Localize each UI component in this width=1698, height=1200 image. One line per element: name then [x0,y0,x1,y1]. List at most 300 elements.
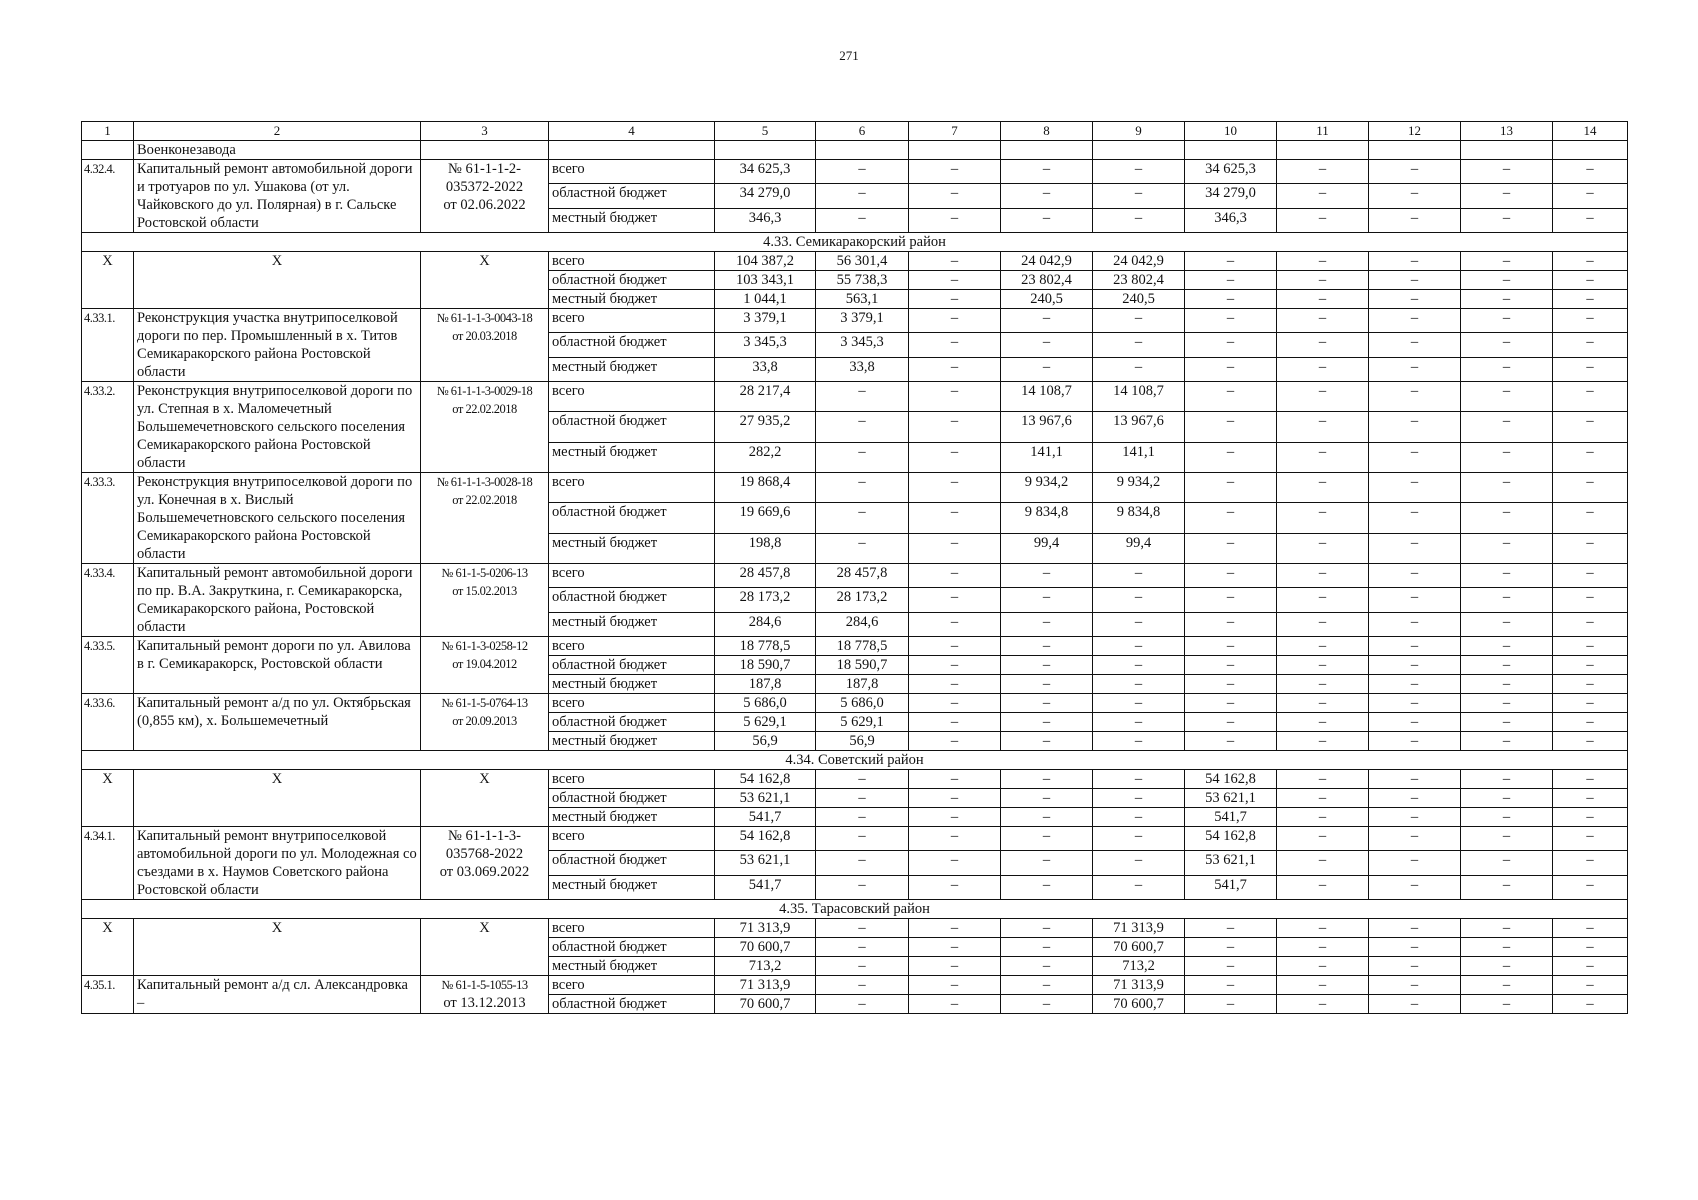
budget-line-row [82,827,1628,851]
value-cell: – [909,290,1001,309]
value-cell: – [1553,442,1628,472]
column-header: 5 [715,122,816,141]
value-cell: – [1001,938,1093,957]
value-cell: – [1277,588,1369,612]
value-cell: – [1369,957,1461,976]
item-number-cell: 4.33.6. [82,694,134,751]
value-cell: – [1277,808,1369,827]
value-cell: – [1461,919,1553,938]
budget-source-label: местный бюджет [549,357,715,381]
empty-cell [421,141,549,160]
value-cell: – [816,770,909,789]
value-cell: – [1553,957,1628,976]
item-number-cell: 4.33.4. [82,564,134,637]
value-cell: – [1001,770,1093,789]
value-cell: – [1093,184,1185,208]
value-cell: – [1461,309,1553,333]
budget-source-label: областной бюджет [549,995,715,1014]
value-cell: – [1001,827,1093,851]
value-cell: 104 387,2 [715,252,816,271]
value-cell: – [816,503,909,533]
value-cell: 346,3 [715,208,816,232]
value-cell: – [1001,675,1093,694]
value-cell: – [816,184,909,208]
value-cell: – [1461,770,1553,789]
budget-source-label: областной бюджет [549,412,715,442]
value-cell: – [1461,732,1553,751]
value-cell: 13 967,6 [1093,412,1185,442]
value-cell: – [1093,309,1185,333]
document-line: № 61-1-1-2- [447,161,522,177]
item-number-cell: Х [82,919,134,976]
value-cell: – [909,564,1001,588]
budget-source-label: областной бюджет [549,713,715,732]
value-cell: – [1277,995,1369,1014]
value-cell: – [1553,637,1628,656]
budget-source-label: областной бюджет [549,333,715,357]
object-name-cell: Х [134,252,421,309]
column-header: 8 [1001,122,1093,141]
value-cell: 70 600,7 [715,938,816,957]
value-cell: – [909,612,1001,636]
value-cell: – [909,808,1001,827]
value-cell: 28 457,8 [715,564,816,588]
empty-cell [1369,141,1461,160]
value-cell: – [1553,588,1628,612]
value-cell: – [1553,473,1628,503]
value-cell: – [816,160,909,184]
value-cell: 5 629,1 [816,713,909,732]
value-cell: – [1093,564,1185,588]
value-cell: – [909,770,1001,789]
value-cell: 24 042,9 [1001,252,1093,271]
value-cell: – [909,473,1001,503]
value-cell: – [1461,957,1553,976]
value-cell: – [1185,656,1277,675]
document-line: № 61-1-3-0258-12 [441,639,528,653]
empty-cell [1277,141,1369,160]
empty-cell [909,141,1001,160]
value-cell: – [909,160,1001,184]
value-cell: – [1185,938,1277,957]
value-cell: – [909,976,1001,995]
value-cell: – [816,208,909,232]
value-cell: – [909,957,1001,976]
value-cell: – [1001,160,1093,184]
district-header-row [82,900,1628,919]
budget-source-label: областной бюджет [549,503,715,533]
value-cell: 56,9 [715,732,816,751]
value-cell: – [1461,656,1553,675]
object-name-cell: Капитальный ремонт внутрипоселковой автомобильной дороги по ул. Молодежная со съездами в х. Наумов Советского района Ростовской области [134,827,421,900]
value-cell: – [1277,290,1369,309]
value-cell: – [1461,184,1553,208]
value-cell: – [816,976,909,995]
value-cell: 284,6 [816,612,909,636]
document-line: № 61-1-1-3-0043-18 [436,311,533,325]
document-line: от 02.06.2022 [443,197,526,213]
value-cell: – [1093,827,1185,851]
value-cell: – [1369,770,1461,789]
budget-source-label: всего [549,919,715,938]
value-cell: – [1185,290,1277,309]
budget-source-label: областной бюджет [549,656,715,675]
value-cell: – [909,995,1001,1014]
value-cell: – [1553,357,1628,381]
value-cell: – [1277,208,1369,232]
value-cell: – [1553,656,1628,675]
budget-source-label: всего [549,382,715,412]
column-number-row [82,122,1628,141]
value-cell: – [1461,412,1553,442]
value-cell: – [1185,382,1277,412]
value-cell: – [909,309,1001,333]
value-cell: – [1461,827,1553,851]
budget-source-label: всего [549,564,715,588]
value-cell: – [1277,789,1369,808]
value-cell: – [1553,533,1628,563]
budget-line-row [82,309,1628,333]
column-header: 9 [1093,122,1185,141]
value-cell: – [1277,637,1369,656]
value-cell: – [1277,938,1369,957]
value-cell: 3 345,3 [816,333,909,357]
value-cell: – [1277,252,1369,271]
object-name-cell: Х [134,919,421,976]
value-cell: – [1001,789,1093,808]
item-number-cell [82,141,134,160]
value-cell: – [1001,694,1093,713]
value-cell: – [1001,184,1093,208]
value-cell: – [1001,637,1093,656]
object-name-cell: Х [134,770,421,827]
value-cell: 9 934,2 [1093,473,1185,503]
budget-source-label: областной бюджет [549,851,715,875]
value-cell: – [1093,851,1185,875]
value-cell: – [909,713,1001,732]
value-cell: – [1461,473,1553,503]
value-cell: – [1001,976,1093,995]
budget-source-label: областной бюджет [549,789,715,808]
value-cell: 27 935,2 [715,412,816,442]
value-cell: 19 669,6 [715,503,816,533]
value-cell: – [1093,770,1185,789]
value-cell: 13 967,6 [1001,412,1093,442]
value-cell: – [816,919,909,938]
budget-source-label: местный бюджет [549,442,715,472]
budget-source-label: всего [549,827,715,851]
document-line: № 61-1-5-0764-13 [441,696,528,710]
object-name-cell: Реконструкция внутрипоселковой дороги по ул. Конечная в х. Вислый Большемечетновского сельского поселения Семикаракорского района Ростовской области [134,473,421,564]
column-header: 3 [421,122,549,141]
value-cell: – [1093,160,1185,184]
value-cell: – [1277,442,1369,472]
value-cell: – [1461,533,1553,563]
document-line: № 61-1-5-1055-13 [441,978,528,992]
column-header: 10 [1185,122,1277,141]
value-cell: – [909,208,1001,232]
value-cell: – [1461,637,1553,656]
budget-line-row [82,382,1628,412]
value-cell: – [1093,789,1185,808]
value-cell: – [1369,382,1461,412]
value-cell: – [909,533,1001,563]
value-cell: 240,5 [1001,290,1093,309]
budget-line-row [82,919,1628,938]
value-cell: 3 379,1 [715,309,816,333]
value-cell: 70 600,7 [1093,995,1185,1014]
value-cell: – [816,789,909,808]
document-line: от 15.02.2013 [452,584,517,598]
value-cell: – [1001,357,1093,381]
value-cell: – [1461,503,1553,533]
budget-line-row [82,564,1628,588]
value-cell: 34 279,0 [715,184,816,208]
value-cell: 240,5 [1093,290,1185,309]
value-cell: – [1369,412,1461,442]
value-cell: – [1093,637,1185,656]
value-cell: 9 934,2 [1001,473,1093,503]
value-cell: 53 621,1 [715,851,816,875]
value-cell: – [1553,976,1628,995]
value-cell: – [1001,333,1093,357]
value-cell: 141,1 [1093,442,1185,472]
empty-cell [816,141,909,160]
value-cell: – [1277,184,1369,208]
value-cell: – [1553,252,1628,271]
value-cell: – [1277,357,1369,381]
value-cell: – [1185,612,1277,636]
value-cell: – [816,442,909,472]
value-cell: – [1185,271,1277,290]
document-cell [421,919,549,976]
value-cell: 54 162,8 [1185,770,1277,789]
value-cell: – [909,442,1001,472]
value-cell: 19 868,4 [715,473,816,503]
value-cell: – [1277,976,1369,995]
value-cell: – [1185,588,1277,612]
value-cell: – [816,875,909,899]
document-line: № 61-1-1-3- [447,828,522,844]
value-cell: – [1277,382,1369,412]
empty-cell [1461,141,1553,160]
value-cell: 54 162,8 [715,827,816,851]
value-cell: – [1093,694,1185,713]
document-line: Х [479,253,490,269]
value-cell: 541,7 [1185,875,1277,899]
value-cell: – [1001,309,1093,333]
value-cell: 187,8 [816,675,909,694]
value-cell: 28 457,8 [816,564,909,588]
value-cell: – [1185,732,1277,751]
value-cell: – [1185,252,1277,271]
empty-cell [1093,141,1185,160]
document-line: от 20.03.2018 [452,329,517,343]
value-cell: 23 802,4 [1001,271,1093,290]
value-cell: 18 590,7 [715,656,816,675]
value-cell: – [909,694,1001,713]
budget-line-row [82,160,1628,184]
budget-source-label: местный бюджет [549,612,715,636]
value-cell: – [1461,333,1553,357]
value-cell: 563,1 [816,290,909,309]
value-cell: – [816,995,909,1014]
budget-source-label: всего [549,694,715,713]
value-cell: – [1553,995,1628,1014]
empty-cell [715,141,816,160]
value-cell: – [1553,503,1628,533]
value-cell: – [1185,357,1277,381]
value-cell: 14 108,7 [1093,382,1185,412]
value-cell: 5 686,0 [715,694,816,713]
budget-source-label: всего [549,770,715,789]
value-cell: 99,4 [1093,533,1185,563]
value-cell: – [1185,503,1277,533]
column-header: 11 [1277,122,1369,141]
value-cell: – [1369,309,1461,333]
value-cell: – [816,473,909,503]
column-header: 6 [816,122,909,141]
value-cell: – [1553,412,1628,442]
value-cell: – [1553,612,1628,636]
budget-line-row [82,694,1628,713]
value-cell: – [1461,442,1553,472]
value-cell: – [1461,976,1553,995]
value-cell: – [1461,252,1553,271]
object-name-cell: Капитальный ремонт дороги по ул. Авилова в г. Семикаракорск, Ростовской области [134,637,421,694]
budget-source-label: местный бюджет [549,533,715,563]
budget-source-label: областной бюджет [549,184,715,208]
item-number-cell: 4.33.2. [82,382,134,473]
value-cell: – [1461,875,1553,899]
document-line: от 22.02.2018 [452,493,517,507]
value-cell: – [1369,612,1461,636]
budget-source-label: местный бюджет [549,808,715,827]
object-name-cell: Капитальный ремонт а/д по ул. Октябрьская (0,855 км), х. Большемечетный [134,694,421,751]
value-cell: 541,7 [1185,808,1277,827]
value-cell: – [1093,357,1185,381]
item-number-cell: Х [82,252,134,309]
value-cell: 53 621,1 [1185,789,1277,808]
value-cell: – [1553,789,1628,808]
value-cell: – [1001,564,1093,588]
value-cell: 56,9 [816,732,909,751]
value-cell: – [1461,808,1553,827]
object-name-cell: Капитальный ремонт автомобильной дороги и тротуаров по ул. Ушакова (от ул. Чайковского до ул. Полярная) в г. Сальске Ростовской области [134,160,421,233]
budget-source-label: областной бюджет [549,588,715,612]
value-cell: – [1277,656,1369,675]
value-cell: – [1185,442,1277,472]
value-cell: – [1277,770,1369,789]
document-cell [421,382,549,473]
value-cell: – [1553,732,1628,751]
value-cell: – [1277,612,1369,636]
value-cell: 28 173,2 [816,588,909,612]
value-cell: – [1369,976,1461,995]
column-header: 2 [134,122,421,141]
document-cell [421,564,549,637]
value-cell: – [909,919,1001,938]
value-cell: – [816,412,909,442]
value-cell: – [1093,732,1185,751]
empty-cell [549,141,715,160]
value-cell: – [1553,333,1628,357]
item-number-cell: 4.35.1. [82,976,134,1014]
financing-table [81,121,1628,1014]
value-cell: – [1277,160,1369,184]
document-line: от 19.04.2012 [452,657,517,671]
value-cell: – [816,808,909,827]
value-cell: – [1093,333,1185,357]
budget-source-label: местный бюджет [549,875,715,899]
budget-source-label: местный бюджет [549,732,715,751]
value-cell: – [1369,656,1461,675]
value-cell: – [1277,713,1369,732]
object-name-cell: Капитальный ремонт автомобильной дороги по пр. В.А. Закруткина, г. Семикаракорска, Семикаракорского района, Ростовской области [134,564,421,637]
district-title: 4.33. Семикаракорский район [82,233,1628,252]
value-cell: – [1461,675,1553,694]
document-line: 035372-2022 [445,179,524,195]
value-cell: 71 313,9 [1093,976,1185,995]
district-header-row [82,233,1628,252]
object-name-cell: Реконструкция внутрипоселковой дороги по ул. Степная в х. Маломечетный Большемечетновского сельского поселения Семикаракорского района Ростовской области [134,382,421,473]
value-cell: – [1461,290,1553,309]
value-cell: 9 834,8 [1093,503,1185,533]
document-line: № 61-1-1-3-0029-18 [436,384,533,398]
value-cell: – [1369,637,1461,656]
value-cell: 28 217,4 [715,382,816,412]
object-name-cell: Реконструкция участка внутрипоселковой дороги по пер. Промышленный в х. Титов Семикаракорского района Ростовской области [134,309,421,382]
value-cell: 24 042,9 [1093,252,1185,271]
value-cell: – [909,252,1001,271]
value-cell: – [1185,333,1277,357]
value-cell: – [1001,995,1093,1014]
continuation-row [82,141,1628,160]
value-cell: – [909,588,1001,612]
value-cell: – [1553,290,1628,309]
value-cell: – [1461,851,1553,875]
value-cell: – [1277,732,1369,751]
document-line: от 22.02.2018 [452,402,517,416]
value-cell: – [1185,309,1277,333]
value-cell: – [1369,789,1461,808]
value-cell: – [1093,875,1185,899]
value-cell: – [1185,675,1277,694]
value-cell: 70 600,7 [1093,938,1185,957]
document-cell [421,637,549,694]
document-cell [421,770,549,827]
value-cell: – [1001,713,1093,732]
value-cell: 33,8 [715,357,816,381]
column-header: 7 [909,122,1001,141]
value-cell: – [1461,564,1553,588]
value-cell: – [1461,713,1553,732]
empty-cell [1185,141,1277,160]
value-cell: – [1001,957,1093,976]
value-cell: – [1093,713,1185,732]
value-cell: – [1553,770,1628,789]
budget-line-row [82,770,1628,789]
value-cell: 56 301,4 [816,252,909,271]
value-cell: – [1277,564,1369,588]
value-cell: – [1461,160,1553,184]
value-cell: – [1553,919,1628,938]
budget-line-row [82,637,1628,656]
budget-source-label: всего [549,160,715,184]
value-cell: – [909,656,1001,675]
document-cell [421,160,549,233]
value-cell: – [909,333,1001,357]
